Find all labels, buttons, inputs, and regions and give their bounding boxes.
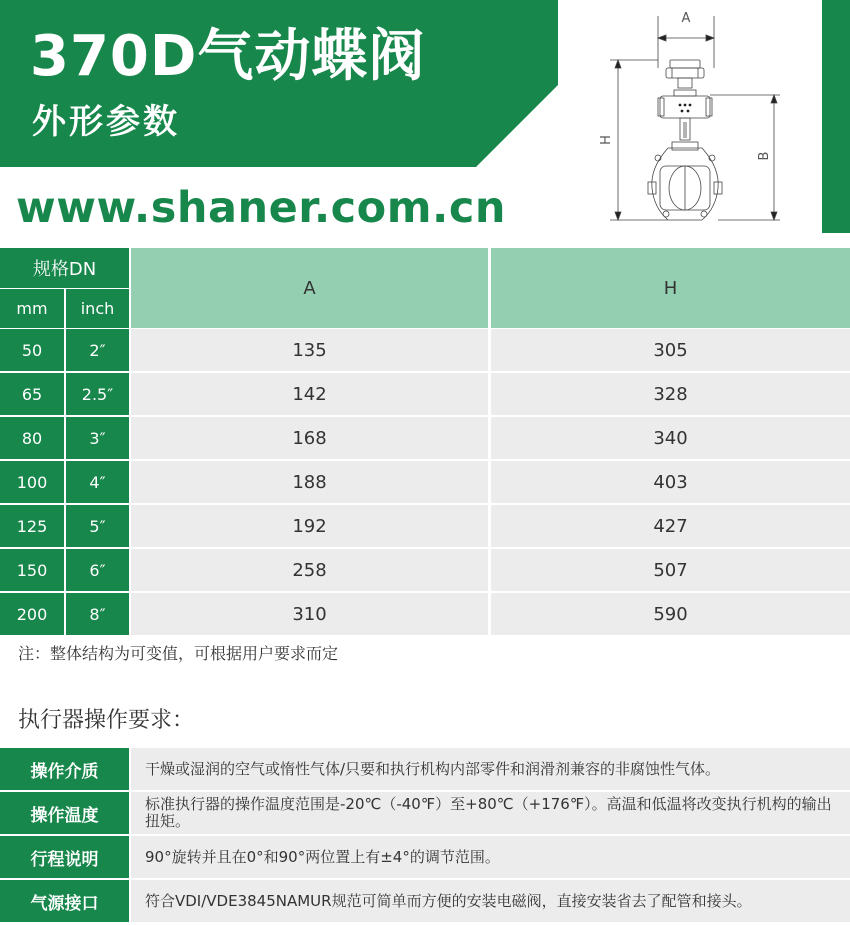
requirement-text: 90°旋转并且在0°和90°两位置上有±4°的调节范围。 [131, 836, 850, 878]
table-row [0, 461, 850, 505]
cell-inch: 5″ [66, 505, 129, 547]
cell-h: 305 [491, 329, 850, 371]
table-row [0, 373, 850, 417]
inch-header: inch [66, 289, 129, 328]
list-item [0, 792, 850, 836]
page-title: 370D气动蝶阀 [30, 24, 426, 89]
table-row [0, 505, 850, 549]
website-link[interactable]: www.shaner.com.cn [16, 183, 506, 233]
page-subtitle: 外形参数 [32, 102, 180, 142]
spec-table-body [0, 329, 850, 637]
column-a-header: A [131, 248, 488, 328]
requirement-label: 操作介质 [0, 748, 129, 790]
diagram-label-a: A [681, 11, 691, 26]
requirement-label: 行程说明 [0, 836, 129, 878]
list-item [0, 748, 850, 792]
cell-inch: 2.5″ [66, 373, 129, 415]
cell-a: 135 [131, 329, 488, 371]
table-row [0, 329, 850, 373]
cell-inch: 2″ [66, 329, 129, 371]
cell-mm: 80 [0, 417, 64, 459]
column-h-header: H [491, 248, 850, 328]
cell-a: 258 [131, 549, 488, 591]
cell-mm: 65 [0, 373, 64, 415]
requirement-text: 符合VDI/VDE3845NAMUR规范可简单而方便的安装电磁阀，直接安装省去了配管和接头。 [131, 880, 850, 922]
cell-mm: 100 [0, 461, 64, 503]
valve-dimension-diagram [588, 8, 788, 230]
cell-inch: 3″ [66, 417, 129, 459]
requirement-text: 标准执行器的操作温度范围是-20℃（-40℉）至+80℃（+176℉）。高温和低温将改变执行机构的输出扭矩。 [131, 792, 850, 834]
table-row [0, 549, 850, 593]
cell-h: 403 [491, 461, 850, 503]
cell-inch: 6″ [66, 549, 129, 591]
cell-h: 427 [491, 505, 850, 547]
cell-a: 310 [131, 593, 488, 635]
list-item [0, 836, 850, 880]
cell-mm: 50 [0, 329, 64, 371]
cell-a: 142 [131, 373, 488, 415]
diagram-label-h: H [599, 135, 614, 145]
cell-h: 328 [491, 373, 850, 415]
size-dn-header: 规格DN [0, 248, 129, 288]
mm-header: mm [0, 289, 64, 328]
requirement-label: 操作温度 [0, 792, 129, 834]
spec-table-header [0, 248, 850, 328]
cell-mm: 200 [0, 593, 64, 635]
cell-inch: 4″ [66, 461, 129, 503]
table-note: 注：整体结构为可变值，可根据用户要求而定 [18, 644, 339, 663]
list-item [0, 880, 850, 924]
table-row [0, 593, 850, 637]
diagram-label-b: B [757, 151, 772, 161]
cell-h: 507 [491, 549, 850, 591]
cell-a: 168 [131, 417, 488, 459]
cell-inch: 8″ [66, 593, 129, 635]
cell-h: 340 [491, 417, 850, 459]
header-accent-bar [822, 0, 850, 233]
cell-mm: 150 [0, 549, 64, 591]
cell-a: 192 [131, 505, 488, 547]
cell-a: 188 [131, 461, 488, 503]
requirement-text: 干燥或湿润的空气或惰性气体/只要和执行机构内部零件和润滑剂兼容的非腐蚀性气体。 [131, 748, 850, 790]
requirement-label: 气源接口 [0, 880, 129, 922]
requirements-table [0, 748, 850, 924]
table-row [0, 417, 850, 461]
spec-table [0, 248, 850, 625]
cell-h: 590 [491, 593, 850, 635]
cell-mm: 125 [0, 505, 64, 547]
requirements-title: 执行器操作要求： [18, 708, 195, 733]
